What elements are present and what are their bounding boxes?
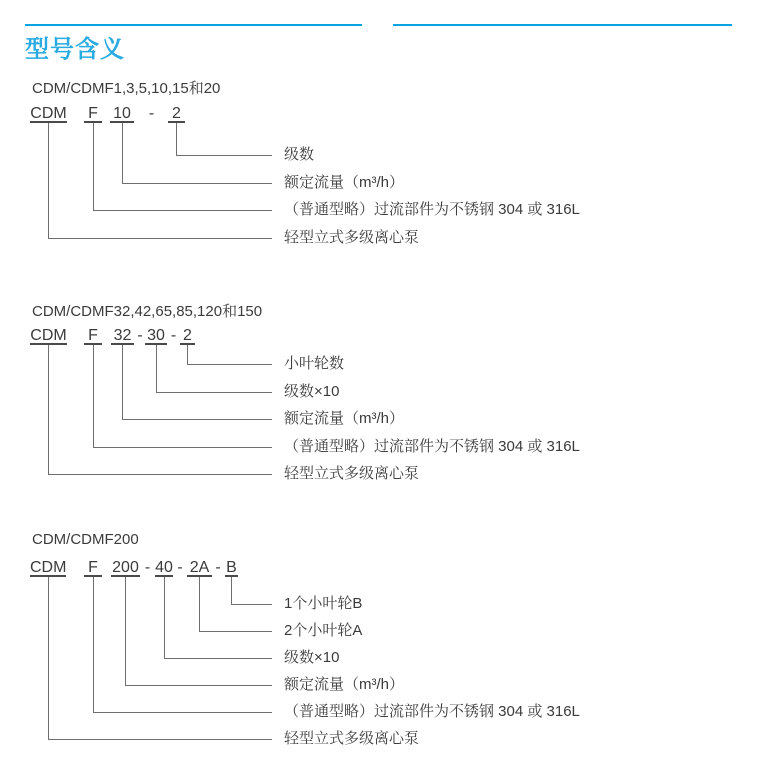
code-separator: - bbox=[144, 559, 151, 576]
meaning-label: （普通型略）过流部件为不锈钢 304 或 316L bbox=[284, 703, 580, 720]
connector-vline bbox=[48, 123, 49, 238]
meaning-label: 级数×10 bbox=[284, 649, 340, 666]
code-token-stages: 2 bbox=[168, 105, 185, 123]
connector-hline bbox=[187, 364, 272, 365]
code-separator: - bbox=[137, 327, 143, 344]
code-token-stages: 30 bbox=[145, 327, 167, 345]
code-token-flow: 32 bbox=[111, 327, 134, 345]
code-separator: - bbox=[148, 105, 155, 122]
code-token-flow: 200 bbox=[112, 559, 139, 576]
meaning-label: 额定流量（m³/h） bbox=[284, 174, 405, 191]
meaning-label: 级数 bbox=[284, 146, 315, 163]
meaning-label: 轻型立式多级离心泵 bbox=[284, 465, 420, 482]
header-rule-left bbox=[25, 24, 362, 26]
meaning-label: 2个小叶轮A bbox=[284, 622, 363, 639]
meaning-label: 小叶轮数 bbox=[284, 355, 345, 372]
code-token-f: F bbox=[84, 105, 102, 123]
meaning-label: 1个小叶轮B bbox=[284, 595, 363, 612]
connector-vline bbox=[93, 345, 94, 447]
meaning-label: 轻型立式多级离心泵 bbox=[284, 229, 420, 246]
connector-vline bbox=[122, 123, 123, 183]
meaning-label: 级数×10 bbox=[284, 383, 340, 400]
connector-hline bbox=[164, 658, 272, 659]
connector-vline bbox=[125, 577, 126, 685]
connector-vline bbox=[187, 345, 188, 364]
connector-hline bbox=[93, 447, 272, 448]
connector-vline bbox=[48, 345, 49, 474]
series-heading: CDM/CDMF32,42,65,85,120和150 bbox=[32, 303, 263, 320]
code-token-f: F bbox=[84, 327, 102, 345]
connector-hline bbox=[48, 474, 272, 475]
connector-vline bbox=[122, 345, 123, 419]
code-token-impeller-a: 2A bbox=[187, 559, 212, 577]
connector-vline bbox=[48, 577, 49, 739]
meaning-label: （普通型略）过流部件为不锈钢 304 或 316L bbox=[284, 438, 580, 455]
code-separator: - bbox=[215, 559, 221, 576]
connector-vline bbox=[176, 123, 177, 155]
connector-hline bbox=[48, 739, 272, 740]
code-token-stages: 40 bbox=[155, 559, 173, 576]
connector-hline bbox=[125, 685, 272, 686]
meaning-label: 额定流量（m³/h） bbox=[284, 410, 405, 427]
code-token-cdm: CDM bbox=[30, 559, 67, 576]
code-token-small-impellers: 2 bbox=[180, 327, 195, 345]
code-token-cdm: CDM bbox=[30, 327, 67, 344]
meaning-label: 额定流量（m³/h） bbox=[284, 676, 405, 693]
meaning-label: （普通型略）过流部件为不锈钢 304 或 316L bbox=[284, 201, 580, 218]
connector-vline bbox=[156, 345, 157, 392]
header-rule-right bbox=[393, 24, 732, 26]
connector-vline bbox=[93, 123, 94, 210]
code-token-impeller-b: B bbox=[226, 559, 237, 576]
connector-vline bbox=[164, 577, 165, 658]
connector-hline bbox=[93, 712, 272, 713]
page-title: 型号含义 bbox=[25, 36, 125, 63]
connector-hline bbox=[231, 604, 272, 605]
connector-hline bbox=[199, 631, 272, 632]
connector-hline bbox=[122, 419, 272, 420]
meaning-label: 轻型立式多级离心泵 bbox=[284, 730, 420, 747]
code-token-f: F bbox=[84, 559, 102, 577]
code-separator: - bbox=[170, 327, 177, 344]
connector-vline bbox=[93, 577, 94, 712]
series-heading: CDM/CDMF200 bbox=[32, 531, 139, 548]
code-token-flow: 10 bbox=[110, 105, 134, 123]
code-separator: - bbox=[177, 559, 183, 576]
connector-hline bbox=[93, 210, 272, 211]
connector-hline bbox=[122, 183, 272, 184]
connector-vline bbox=[199, 577, 200, 631]
series-heading: CDM/CDMF1,3,5,10,15和20 bbox=[32, 80, 221, 97]
connector-hline bbox=[156, 392, 272, 393]
connector-hline bbox=[176, 155, 272, 156]
code-token-cdm: CDM bbox=[30, 105, 67, 122]
connector-hline bbox=[48, 238, 272, 239]
connector-vline bbox=[231, 577, 232, 604]
